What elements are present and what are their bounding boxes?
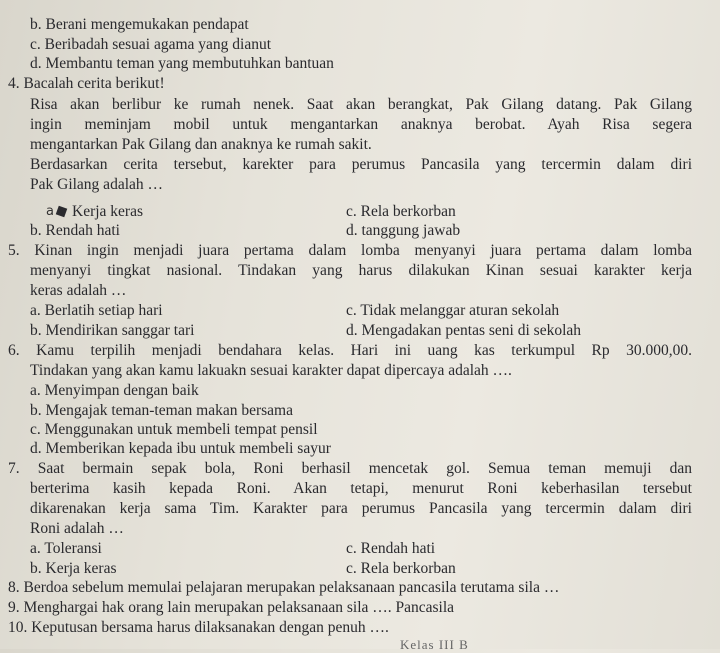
q6-line-2: Tindakan yang akan kamu lakuakn sesuai karakter dapat dipercaya adalah …. bbox=[30, 362, 512, 379]
footer-class-label: Kelas III B bbox=[400, 637, 469, 652]
q6-option-c: c. Menggunakan untuk membeli tempat pensil bbox=[30, 421, 318, 438]
q7-line-4: Roni adalah … bbox=[30, 520, 124, 537]
q10-line: 10. Keputusan bersama harus dilaksanakan dengan penuh …. bbox=[8, 619, 389, 636]
q7-option-c: c. Rendah hati bbox=[346, 540, 436, 557]
q3-option-d: d. Membantu teman yang membutuhkan bantuan bbox=[30, 55, 334, 72]
q4-option-b: b. Rendah hati bbox=[30, 222, 120, 239]
q6-line-1: 6. Kamu terpilih menjadi bendahara kelas. Hari ini uang kas terkumpul Rp 30.000,00. bbox=[8, 342, 692, 359]
q4-story-line-2: ingin meminjam mobil untuk mengantarkan anaknya berobat. Ayah Risa segera bbox=[30, 116, 692, 133]
q4-option-c: c. Rela berkorban bbox=[346, 203, 456, 220]
q7-line-2: berterima kasih kepada Roni. Akan tetapi, menurut Roni keberhasilan tersebut bbox=[30, 480, 692, 497]
q5-line-1: 5. Kinan ingin menjadi juara pertama dalam lomba menyanyi juara pertama dalam lomba bbox=[8, 242, 692, 259]
q6-option-a: a. Menyimpan dengan baik bbox=[30, 382, 199, 399]
q7-line-3: dikarenakan kerja sama Tim. Karakter para perumus Pancasila yang tercermin dalam diri bbox=[30, 500, 692, 517]
q9-line: 9. Menghargai hak orang lain merupakan pelaksanaan sila …. Pancasila bbox=[8, 599, 455, 616]
q4-option-a: Kerja keras bbox=[72, 203, 143, 220]
q5-option-b: b. Mendirikan sanggar tari bbox=[30, 322, 195, 339]
q5-line-3: keras adalah … bbox=[30, 282, 127, 299]
q4-question-line-1: Berdasarkan cerita tersebut, karekter para perumus Pancasila yang tercermin dalam diri bbox=[30, 156, 692, 173]
handwritten-answer-mark: a bbox=[46, 204, 66, 219]
q4-option-d: d. tanggung jawab bbox=[346, 222, 461, 239]
q4-question-line-2: Pak Gilang adalah … bbox=[30, 176, 164, 193]
q7-option-a: a. Toleransi bbox=[30, 540, 102, 557]
q6-option-b: b. Mengajak teman-teman makan bersama bbox=[30, 402, 293, 419]
q5-option-c: c. Tidak melanggar aturan sekolah bbox=[346, 302, 560, 319]
q4-story-line-1: Risa akan berlibur ke rumah nenek. Saat akan berangkat, Pak Gilang datang. Pak Gilang bbox=[30, 96, 692, 113]
q6-option-d: d. Memberikan kepada ibu untuk membeli sayur bbox=[30, 440, 331, 457]
check-mark-icon bbox=[56, 206, 68, 218]
q7-option-d: c. Rela berkorban bbox=[346, 560, 456, 577]
q5-option-d: d. Mengadakan pentas seni di sekolah bbox=[346, 322, 582, 339]
q3-option-c: c. Beribadah sesuai agama yang dianut bbox=[30, 36, 272, 53]
q5-line-2: menyanyi tingkat nasional. Tindakan yang harus dilakukan Kinan sesuai karakter kerja bbox=[30, 262, 692, 279]
q4-label: 4. Bacalah cerita berikut! bbox=[8, 75, 165, 92]
q4-story-line-3: mengantarkan Pak Gilang dan anaknya ke rumah sakit. bbox=[30, 136, 372, 153]
q5-option-a: a. Berlatih setiap hari bbox=[30, 302, 163, 319]
q7-option-b: b. Kerja keras bbox=[30, 560, 117, 577]
q7-line-1: 7. Saat bermain sepak bola, Roni berhasil mencetak gol. Semua teman memuji dan bbox=[8, 460, 692, 477]
q3-option-b: b. Berani mengemukakan pendapat bbox=[30, 16, 249, 33]
q8-line: 8. Berdoa sebelum memulai pelajaran merupakan pelaksanaan pancasila terutama sila … bbox=[8, 579, 560, 596]
